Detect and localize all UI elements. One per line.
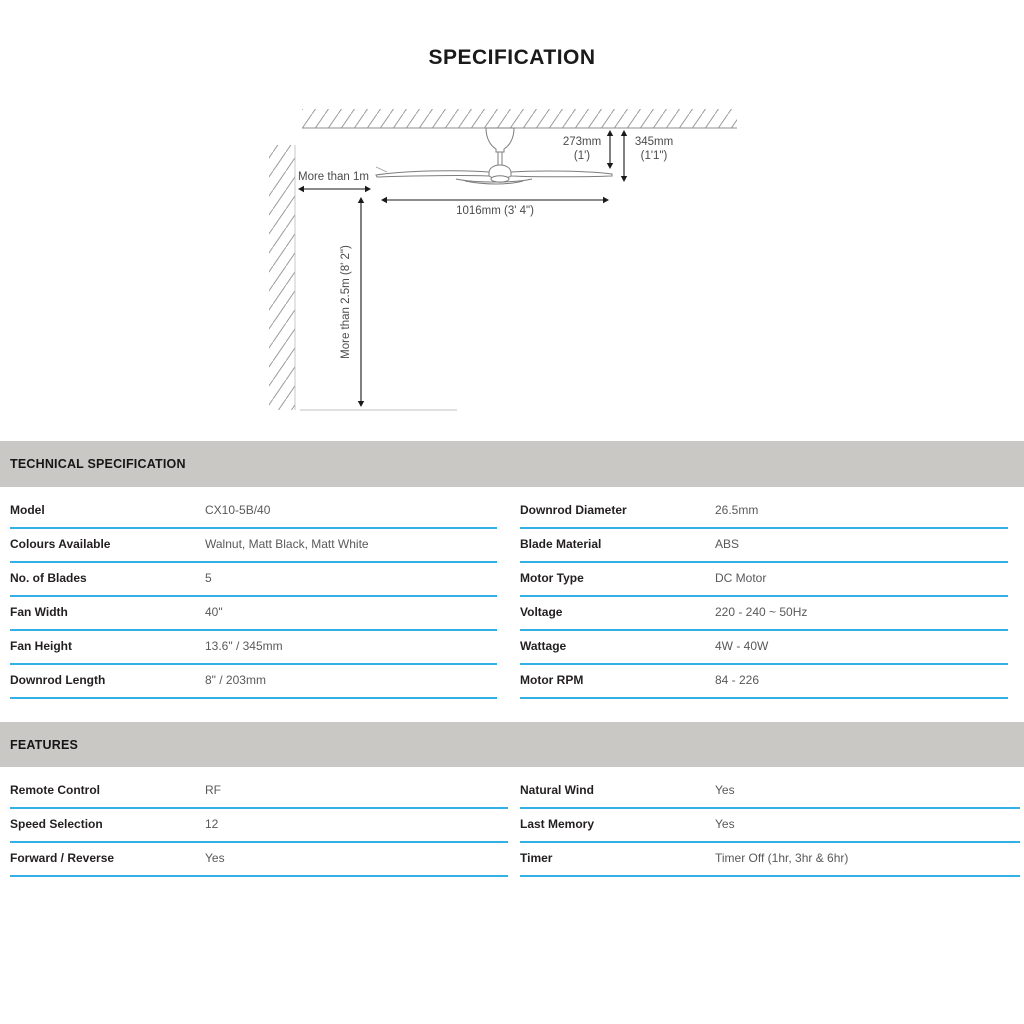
table-row (520, 597, 1008, 631)
spec-label: Fan Height (10, 639, 72, 653)
spec-value: 8" / 203mm (205, 673, 266, 687)
feature-label: Natural Wind (520, 783, 594, 797)
spec-label: Downrod Diameter (520, 503, 627, 517)
table-row (520, 809, 1020, 843)
table-row (10, 665, 497, 699)
dim-ceiling-to-bottom-ft: (1'1") (640, 150, 668, 162)
fan-canopy (486, 128, 514, 152)
feature-label: Last Memory (520, 817, 595, 831)
spec-value: 84 - 226 (715, 673, 760, 687)
feature-label: Remote Control (10, 783, 100, 797)
fan-clearance-diagram (260, 95, 740, 425)
table-row (520, 843, 1020, 877)
spec-value: Walnut, Matt Black, Matt White (205, 537, 369, 551)
ceiling-hatch-icon (302, 109, 737, 128)
feature-label: Speed Selection (10, 817, 103, 831)
spec-value: CX10-5B/40 (205, 503, 271, 517)
feature-value: 12 (205, 817, 219, 831)
spec-label: Colours Available (10, 537, 111, 551)
table-row (10, 597, 497, 631)
spec-value: 5 (205, 571, 212, 585)
spec-label: Model (10, 503, 45, 517)
features-table-left (10, 775, 508, 877)
dim-ceiling-to-blade: 273mm (562, 136, 602, 148)
spec-label: Motor Type (520, 571, 584, 585)
feature-value: Yes (205, 851, 225, 865)
spec-label: Blade Material (520, 537, 602, 551)
spec-value: 13.6" / 345mm (205, 639, 283, 653)
table-row (520, 631, 1008, 665)
section-header-technical: TECHNICAL SPECIFICATION (10, 457, 186, 471)
table-row (520, 563, 1008, 597)
table-row (520, 529, 1008, 563)
spec-label: Downrod Length (10, 673, 106, 687)
fan-blade-right (511, 171, 612, 177)
section-bar-technical (0, 441, 1024, 487)
technical-table-right (520, 495, 1008, 699)
dim-ceiling-to-bottom: 345mm (634, 136, 674, 148)
spec-value: 26.5mm (715, 503, 759, 517)
table-row (10, 563, 497, 597)
spec-value: 4W - 40W (715, 639, 769, 653)
table-row (520, 495, 1008, 529)
technical-table-left (10, 495, 497, 699)
spec-label: Fan Width (10, 605, 68, 619)
leader-line (376, 167, 387, 172)
table-row (10, 631, 497, 665)
table-row (10, 843, 508, 877)
fan-blade-left (376, 171, 489, 177)
feature-value: Yes (715, 817, 735, 831)
spec-label: Wattage (520, 639, 567, 653)
fan-light-cover (491, 176, 509, 182)
feature-value: Timer Off (1hr, 3hr & 6hr) (715, 851, 849, 865)
table-row (10, 529, 497, 563)
spec-value: DC Motor (715, 571, 767, 585)
table-row (520, 775, 1020, 809)
feature-label: Timer (520, 851, 553, 865)
spec-label: Motor RPM (520, 673, 584, 687)
wall-hatch-icon (269, 145, 295, 410)
table-row (10, 495, 497, 529)
dim-floor-clearance: More than 2.5m (8' 2") (340, 245, 352, 359)
table-row (10, 809, 508, 843)
spec-value: ABS (715, 537, 740, 551)
dim-blade-sweep: 1016mm (3' 4") (456, 205, 534, 217)
table-row (520, 665, 1008, 699)
spec-value: 40" (205, 605, 223, 619)
feature-value: Yes (715, 783, 735, 797)
spec-label: Voltage (520, 605, 563, 619)
section-header-features: FEATURES (10, 738, 79, 752)
dim-ceiling-to-blade-ft: (1') (573, 150, 591, 162)
feature-value: RF (205, 783, 221, 797)
table-row (10, 775, 508, 809)
spec-value: 220 - 240 ~ 50Hz (715, 605, 808, 619)
section-bar-features (0, 722, 1024, 767)
spec-label: No. of Blades (10, 571, 87, 585)
feature-label: Forward / Reverse (10, 851, 115, 865)
dim-wall-clearance: More than 1m (298, 171, 369, 183)
features-table-right (520, 775, 1020, 877)
page-title: SPECIFICATION (428, 46, 596, 69)
